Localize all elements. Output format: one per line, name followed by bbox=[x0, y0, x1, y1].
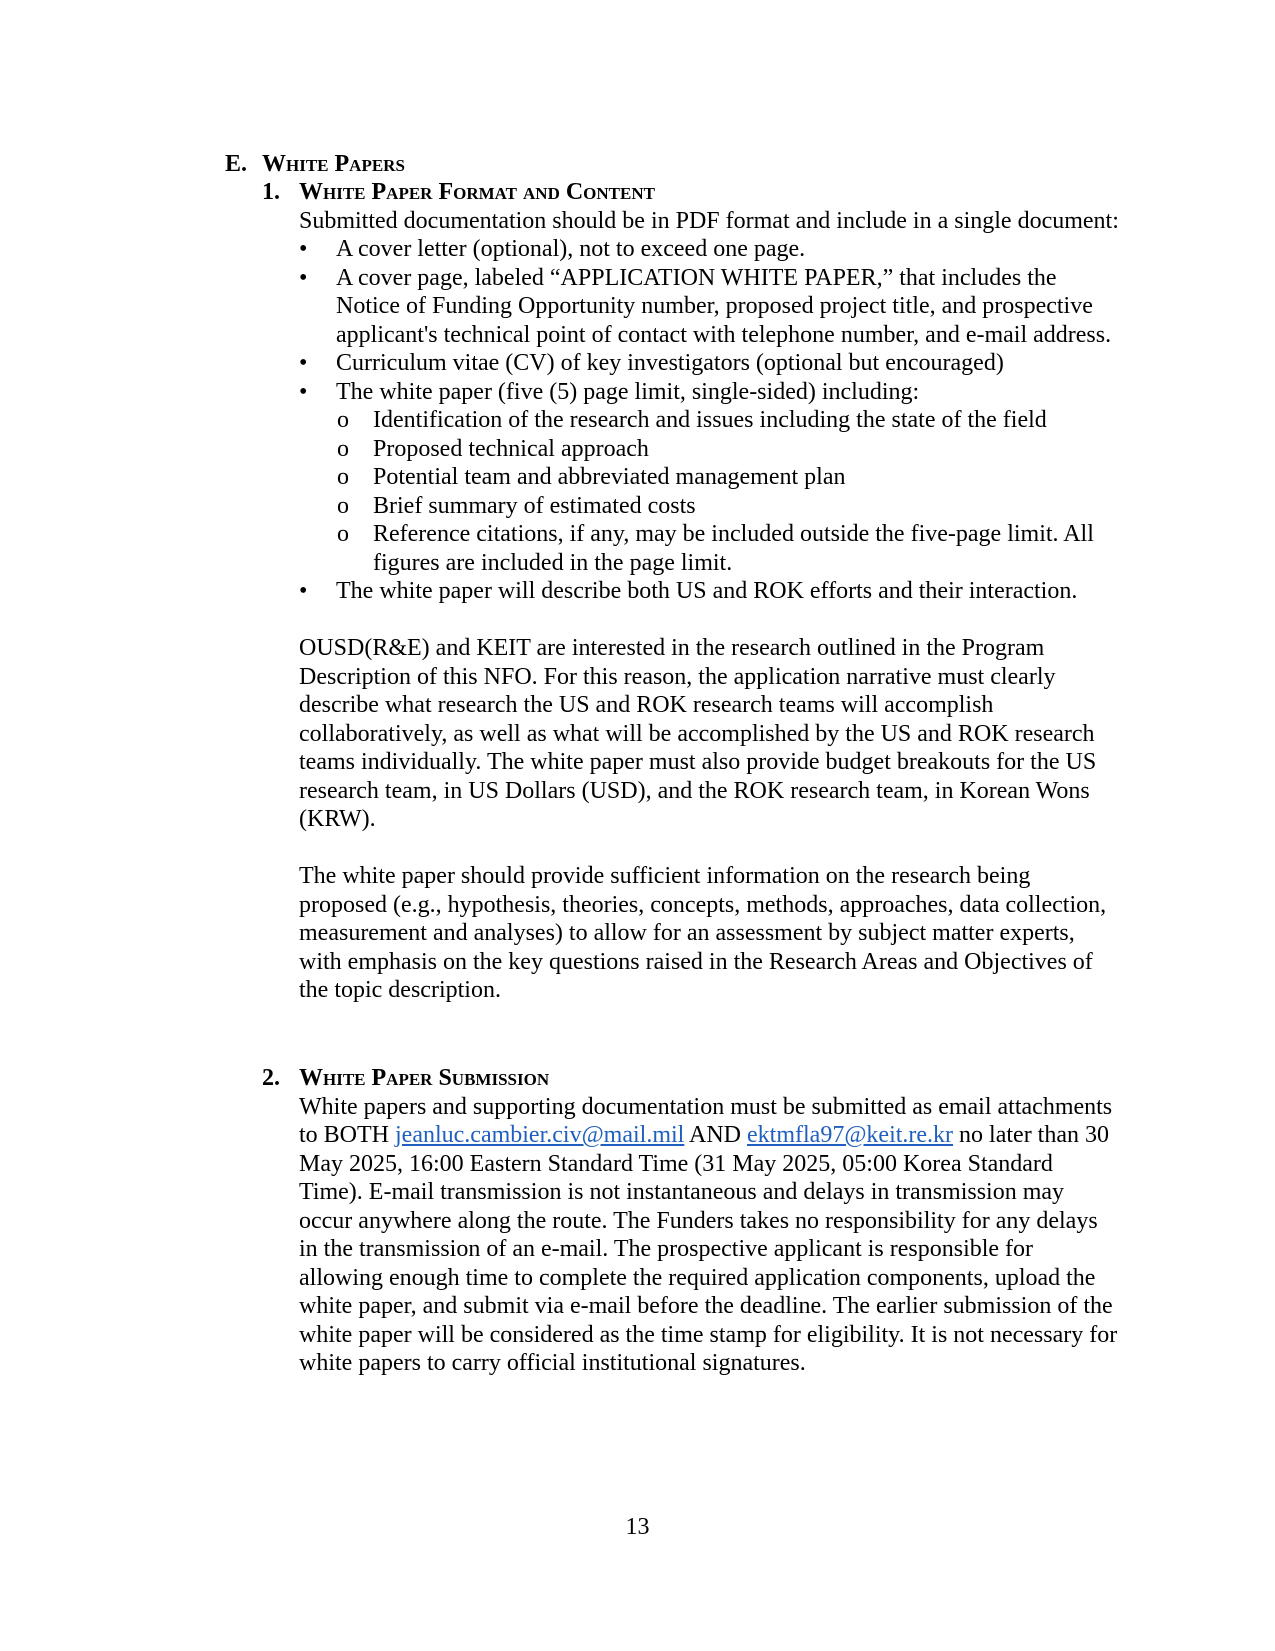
sub-list-item-text: Potential team and abbreviated management plan bbox=[373, 464, 846, 490]
section-marker: E. bbox=[225, 151, 248, 177]
list-item bbox=[299, 349, 1122, 378]
list-item-text: The white paper will describe both US and ROK efforts and their interaction. bbox=[336, 578, 1078, 604]
sub-bullet-marker: o bbox=[337, 521, 349, 547]
sub-bullet-marker: o bbox=[337, 407, 349, 433]
email-link-dod[interactable]: jeanluc.cambier.civ@mail.mil bbox=[395, 1122, 685, 1148]
submission-subsection bbox=[262, 1064, 1122, 1378]
format-subsection bbox=[262, 178, 1122, 1005]
sub-list-item bbox=[336, 463, 1122, 492]
submission-title: White Paper Submission bbox=[299, 1065, 550, 1091]
list-item bbox=[299, 264, 1122, 350]
requirements-list bbox=[299, 235, 1122, 606]
sub-list-item bbox=[336, 492, 1122, 521]
format-marker: 1. bbox=[262, 179, 280, 205]
list-item-text: The white paper (five (5) page limit, single-sided) including: bbox=[336, 378, 920, 405]
list-item-text: A cover page, labeled “APPLICATION WHITE PAPER,” that includes the Notice of Funding Opportunity number, proposed project title, and prospective applicant's technical point of contact with telephone number, and e-mail address. bbox=[336, 264, 1112, 348]
sub-list-item bbox=[336, 406, 1122, 435]
submission-paragraph bbox=[299, 1093, 1122, 1378]
section-title: White Papers bbox=[262, 151, 405, 177]
list-item bbox=[299, 577, 1122, 606]
submission-body bbox=[299, 1093, 1122, 1378]
email-link-keit[interactable]: ektmfla97@keit.re.kr bbox=[747, 1122, 954, 1148]
sub-list-item-text: Reference citations, if any, may be included outside the five-page limit. All figures are included in the page limit. bbox=[373, 521, 1094, 576]
submission-marker: 2. bbox=[262, 1065, 280, 1091]
bullet-marker: • bbox=[299, 578, 308, 604]
sub-bullet-marker: o bbox=[337, 435, 349, 462]
list-item bbox=[299, 235, 1122, 264]
sub-list-item bbox=[336, 435, 1122, 464]
submission-text-between: AND bbox=[684, 1122, 748, 1148]
format-intro: Submitted documentation should be in PDF format and include in a single document: bbox=[299, 207, 1119, 234]
sub-bullet-marker: o bbox=[337, 464, 349, 490]
format-body bbox=[299, 207, 1122, 1005]
sufficient-information-paragraph: The white paper should provide sufficient information on the research being proposed (e.g., hypothesis, theories, concepts, methods, approaches, data collection, measurement and analyses) to allow for an assessment by subject matter experts, with emphasis on the key questions raised in the Research Areas and Objectives of the topic description. bbox=[299, 863, 1107, 1003]
submission-heading bbox=[262, 1064, 1122, 1093]
sub-bullet-marker: o bbox=[337, 492, 349, 519]
sub-list-item-text: Proposed technical approach bbox=[373, 435, 649, 462]
bullet-marker: • bbox=[299, 350, 308, 376]
submission-text-before: White papers and supporting documentation must be submitted as email attachments to BOTH bbox=[299, 1093, 1113, 1148]
submission-text-after: no later than 30 May 2025, 16:00 Eastern Standard Time (31 May 2025, 05:00 Korea Standard Time). E-mail transmission is not instantaneous and delays in transmission may occur anywhere along the route. The Funders takes no responsibility for any delays in the transmission of an e-mail. The prospective applicant is responsible for allowing enough time to complete the required application components, upload the white paper, and submit via e-mail before the deadline. The earlier submission of the white paper will be considered as the time stamp for eligibility. It is not necessary for white papers to carry official institutional signatures. bbox=[299, 1122, 1118, 1376]
sub-list-item bbox=[336, 520, 1122, 577]
page-number: 13 bbox=[625, 1514, 650, 1540]
bullet-marker: • bbox=[299, 236, 308, 262]
format-heading bbox=[262, 178, 1122, 207]
list-item bbox=[299, 378, 1122, 578]
section-heading bbox=[225, 150, 405, 179]
list-item-text: A cover letter (optional), not to exceed one page. bbox=[336, 236, 806, 262]
sub-list-item-text: Identification of the research and issues including the state of the field bbox=[373, 407, 1047, 433]
funders-interest-paragraph: OUSD(R&E) and KEIT are interested in the research outlined in the Program Description of this NFO. For this reason, the application narrative must clearly describe what research the US and ROK research teams will accomplish collaboratively, as well as what will be accomplished by the US and ROK research teams individually. The white paper must also provide budget breakouts for the US research team, in US Dollars (USD), and the ROK research team, in Korean Wons (KRW). bbox=[299, 635, 1097, 832]
white-paper-contents-list bbox=[336, 406, 1122, 577]
list-item-text: Curriculum vitae (CV) of key investigators (optional but encouraged) bbox=[336, 350, 1004, 376]
format-title: White Paper Format and Content bbox=[299, 179, 655, 205]
bullet-marker: • bbox=[299, 378, 308, 405]
bullet-marker: • bbox=[299, 264, 308, 291]
sub-list-item-text: Brief summary of estimated costs bbox=[373, 492, 696, 519]
